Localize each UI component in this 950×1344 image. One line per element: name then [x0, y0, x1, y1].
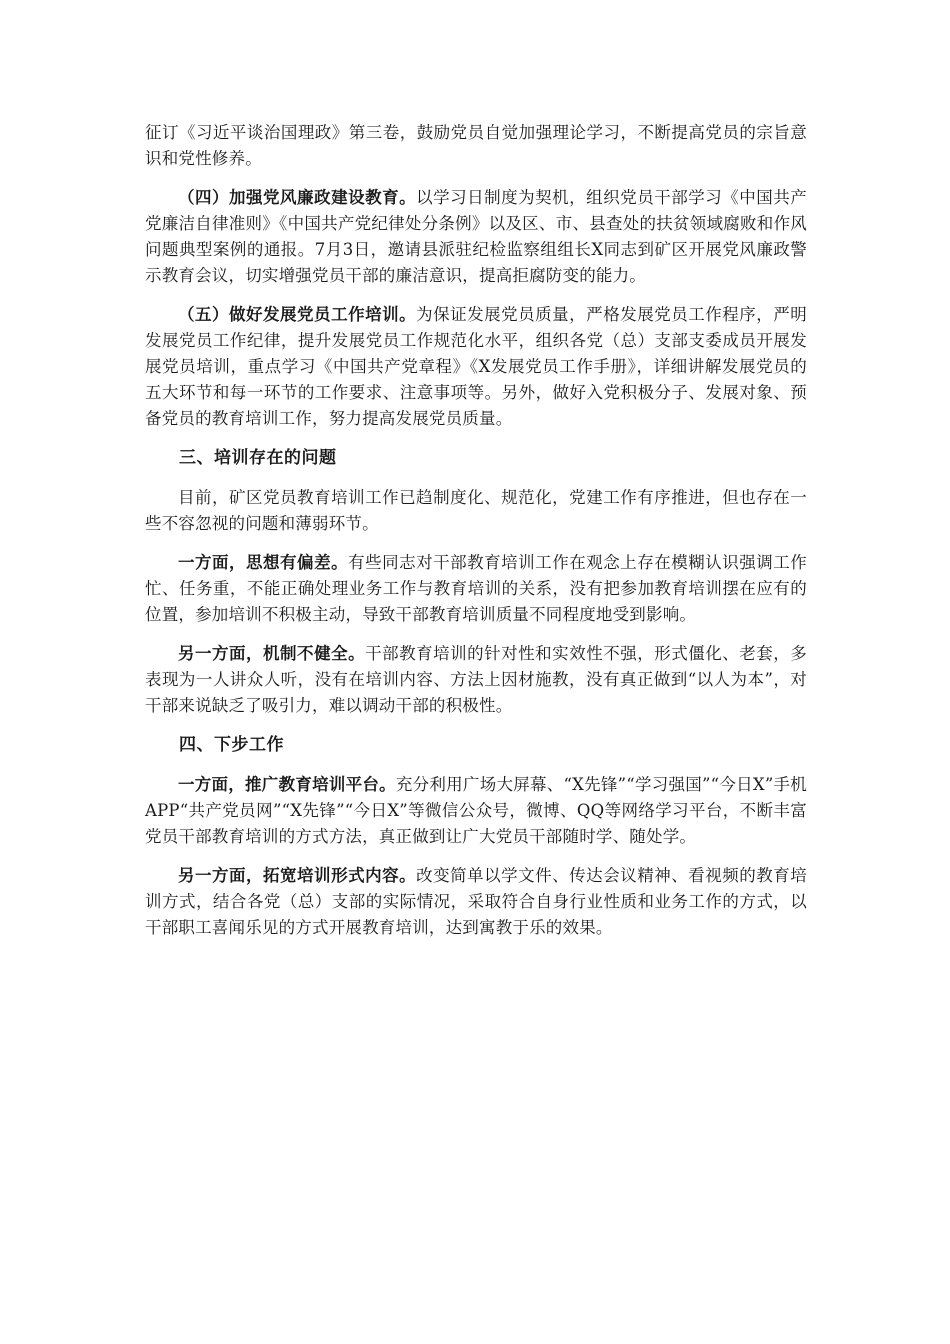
paragraph-continuation: [145, 120, 807, 172]
paragraph-lead: 一方面，推广教育培训平台。: [178, 775, 396, 794]
paragraph-text: 目前，矿区党员教育培训工作已趋制度化、规范化，党建工作有序推进，但也存在一些不容忽视的问题和薄弱环节。: [145, 488, 807, 533]
paragraph-lead: （四）加强党风廉政建设教育。: [178, 188, 417, 207]
section-heading-problems: 三、培训存在的问题: [179, 448, 337, 468]
section-heading-next-steps: 四、下步工作: [179, 735, 284, 755]
paragraph-next-2: [145, 863, 807, 941]
paragraph-text: 征订《习近平谈治国理政》第三卷，鼓励党员自觉加强理论学习，不断提高党员的宗旨意识和党性修养。: [145, 123, 807, 168]
paragraph-section-5: [145, 302, 807, 432]
paragraph-lead: 一方面，思想有偏差。: [178, 553, 349, 572]
paragraph-text: 改变简单以学文件、传达会议精神、看视频的教育培训方式，结合各党（总）支部的实际情况，采取符合自身行业性质和业务工作的方式，以干部职工喜闻乐见的方式开展教育培训，达到寓教于乐的效果。: [145, 866, 807, 937]
paragraph-problem-2: [145, 641, 807, 719]
paragraph-next-1: [145, 772, 807, 850]
paragraph-text: 充分利用广场大屏幕、“X先锋”“学习强国”“今日X”手机APP“共产党员网”“X先锋”“今日X”等微信公众号，微博、QQ等网络学习平台，不断丰富党员干部教育培训的方式方法，真正做到让广大党员干部随时学、随处学。: [145, 775, 807, 846]
paragraph-text: 干部教育培训的针对性和实效性不强，形式僵化、老套，多表现为一人讲众人听，没有在培训内容、方法上因材施教，没有真正做到“以人为本”，对干部来说缺乏了吸引力，难以调动干部的积极性。: [145, 644, 807, 715]
paragraph-lead: 另一方面，机制不健全。: [178, 644, 366, 663]
paragraph-problem-1: [145, 550, 807, 628]
paragraph-intro: [145, 485, 807, 537]
paragraph-lead: 另一方面，拓宽培训形式内容。: [178, 866, 417, 885]
paragraph-text: 以学习日制度为契机，组织党员干部学习《中国共产党廉洁自律准则》《中国共产党纪律处分条例》以及区、市、县查处的扶贫领域腐败和作风问题典型案例的通报。7月3日，邀请县派驻纪检监察组组长X同志到矿区开展党风廉政警示教育会议，切实增强党员干部的廉洁意识，提高拒腐防变的能力。: [145, 188, 807, 285]
paragraph-lead: （五）做好发展党员工作培训。: [178, 305, 417, 324]
document-body: [145, 120, 807, 954]
paragraph-text: 为保证发展党员质量，严格发展党员工作程序，严明发展党员工作纪律，提升发展党员工作规范化水平，组织各党（总）支部支委成员开展发展党员培训，重点学习《中国共产党章程》《X发展党员工作手册》，详细讲解发展党员的五大环节和每一环节的工作要求、注意事项等。另外，做好入党积极分子、发展对象、预备党员的教育培训工作，努力提高发展党员质量。: [145, 305, 807, 428]
paragraph-section-4: [145, 185, 807, 289]
paragraph-text: 有些同志对干部教育培训工作在观念上存在模糊认识强调工作忙、任务重，不能正确处理业务工作与教育培训的关系，没有把参加教育培训摆在应有的位置，参加培训不积极主动，导致干部教育培训质量不同程度地受到影响。: [145, 553, 808, 624]
